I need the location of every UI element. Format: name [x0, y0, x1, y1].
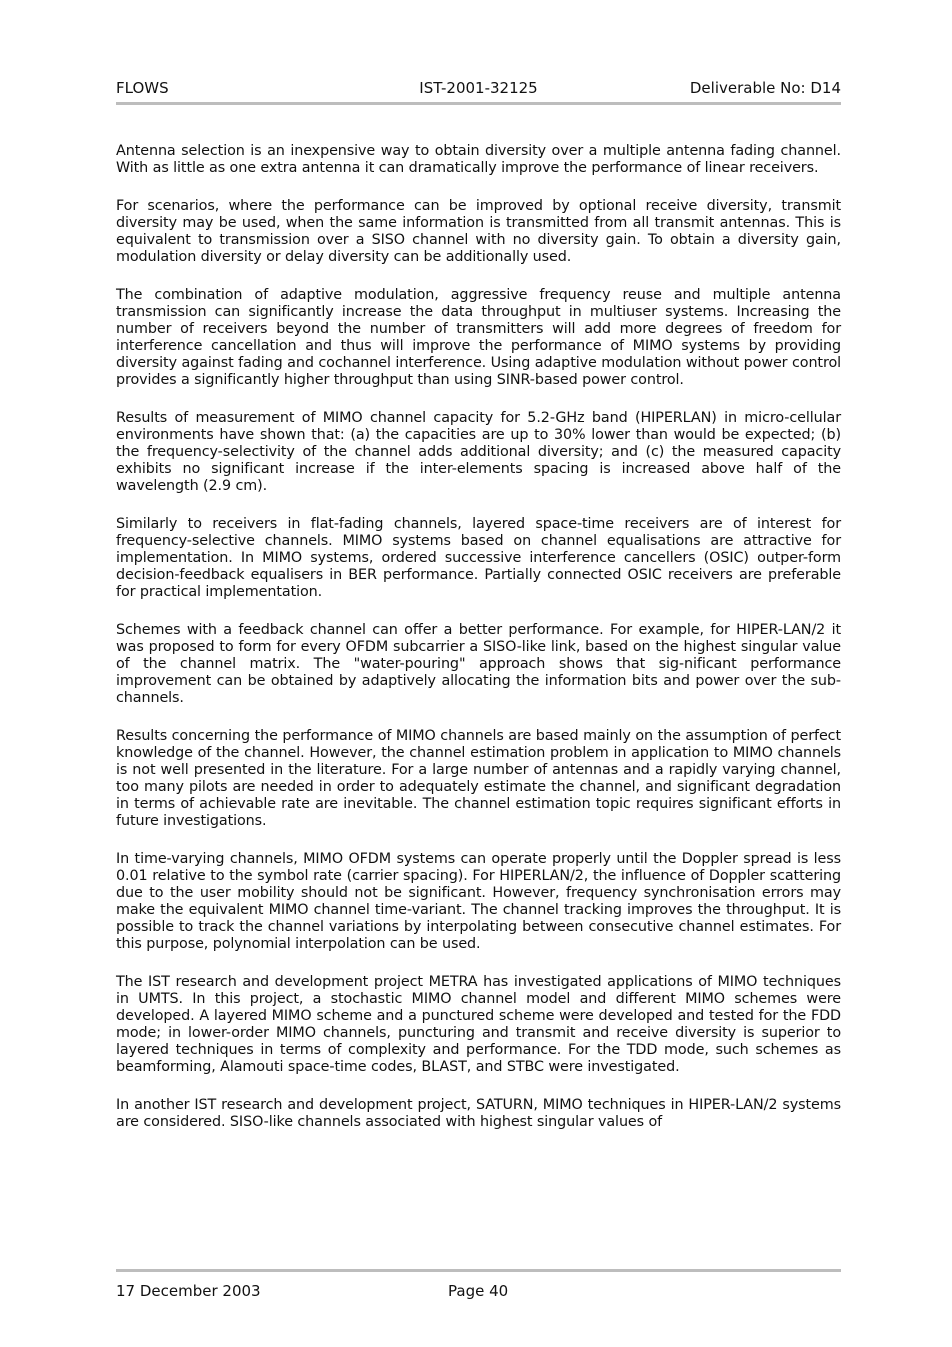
page-footer — [116, 1282, 841, 1302]
paragraph-transmit-diversity: For scenarios, where the performance can be improved by optional receive diversity, transmit diversity may be used, when the same information is transmitted from all transmit antennas. This is equivalent to transmission over a SISO channel with no diversity gain. To obtain a diversity gain, modulation diversity or delay diversity can be additionally used. — [116, 197, 841, 265]
footer-date: 17 December 2003 — [116, 1282, 261, 1300]
header-divider — [116, 102, 841, 105]
paragraph-time-varying: In time-varying channels, MIMO OFDM systems can operate properly until the Doppler spread is less 0.01 relative to the symbol rate (carrier spacing). For HIPERLAN/2, the influence of Doppler scattering due to the user mobility should not be significant. However, frequency synchronisation errors may make the equivalent MIMO channel time-variant. The channel tracking improves the throughput. It is possible to track the channel variations by interpolating between consecutive channel estimates. For this purpose, polynomial interpolation can be used. — [116, 850, 841, 953]
page-body — [116, 143, 841, 1151]
paragraph-adaptive-modulation: The combination of adaptive modulation, aggressive frequency reuse and multiple antenna transmission can significantly increase the data throughput in multiuser systems. Increasing the number of receivers beyond the number of transmitters will add more degrees of freedom for interference cancellation and thus will improve the performance of MIMO systems by providing diversity against fading and cochannel interference. Using adaptive modulation without power control provides a significantly higher throughput than using SINR-based power control. — [116, 286, 841, 389]
paragraph-layered-receivers: Similarly to receivers in flat-fading channels, layered space-time receivers are of interest for frequency-selective channels. MIMO systems based on channel equalisations are attractive for implementation. In MIMO systems, ordered successive interference cancellers (OSIC) outper-form decision-feedback equalisers in BER performance. Partially connected OSIC receivers are preferable for practical implementation. — [116, 515, 841, 600]
footer-page-number: Page 40 — [448, 1282, 509, 1300]
paragraph-feedback-schemes: Schemes with a feedback channel can offer a better performance. For example, for HIPER-LAN/2 it was proposed to form for every OFDM subcarrier a SISO-like link, based on the highest singular value of the channel matrix. The "water-pouring" approach shows that sig-nificant performance improvement can be obtained by adaptively allocating the information bits and power over the sub-channels. — [116, 621, 841, 706]
header-deliverable: Deliverable No: D14 — [689, 79, 841, 97]
header-project-id: IST-2001-32125 — [419, 79, 538, 97]
paragraph-capacity-measurement: Results of measurement of MIMO channel capacity for 5.2-GHz band (HIPERLAN) in micro-cellular environments have shown that: (a) the capacities are up to 30% lower than would be expected; (b) the frequency-selectivity of the channel adds additional diversity; and (c) the measured capacity exhibits no significant increase if the inter-elements spacing is increased above half of the wavelength (2.9 cm). — [116, 409, 841, 494]
paragraph-channel-estimation: Results concerning the performance of MIMO channels are based mainly on the assumption of perfect knowledge of the channel. However, the channel estimation problem in application to MIMO channels is not well presented in the literature. For a large number of antennas and a rapidly varying channel, too many pilots are needed in order to adequately estimate the channel, and significant degradation in terms of achievable rate are inevitable. The channel estimation topic requires significant efforts in future investigations. — [116, 727, 841, 829]
page-header — [116, 79, 841, 99]
header-project-name: FLOWS — [116, 79, 169, 97]
paragraph-antenna-selection: Antenna selection is an inexpensive way to obtain diversity over a multiple antenna fading channel. With as little as one extra antenna it can dramatically improve the performance of linear receivers. — [116, 143, 841, 177]
paragraph-saturn-project: In another IST research and development project, SATURN, MIMO techniques in HIPER-LAN/2 systems are considered. SISO-like channels associated with highest singular values of — [116, 1096, 841, 1130]
paragraph-metra-project: The IST research and development project METRA has investigated applications of MIMO techniques in UMTS. In this project, a stochastic MIMO channel model and different MIMO schemes were developed. A layered MIMO scheme and a punctured scheme were developed and tested for the FDD mode; in lower-order MIMO channels, puncturing and transmit and receive diversity is superior to layered techniques in terms of complexity and performance. For the TDD mode, such schemes as beamforming, Alamouti space-time codes, BLAST, and STBC were investigated. — [116, 973, 841, 1076]
footer-divider — [116, 1269, 841, 1272]
